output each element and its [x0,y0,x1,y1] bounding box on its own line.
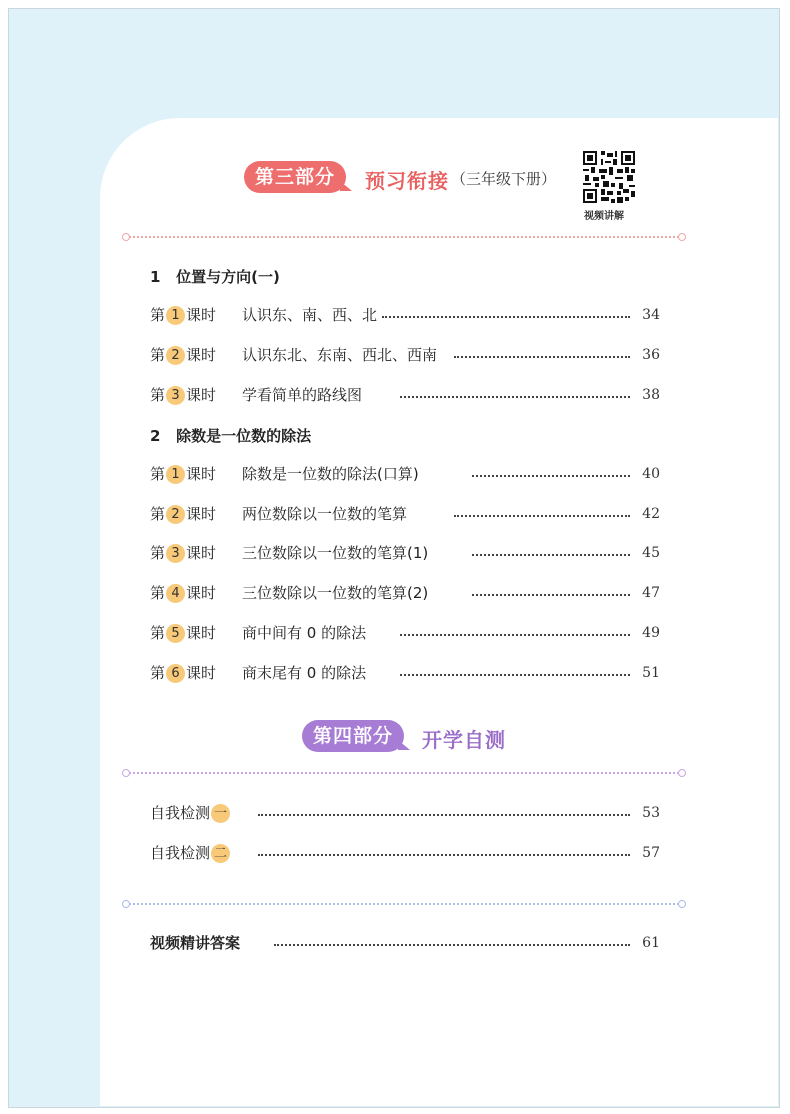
page-number: 61 [642,935,660,951]
lesson-number-badge: 1 [166,465,185,484]
lesson-prefix: 第 3 课时 [150,544,217,562]
dot-leader [258,814,630,816]
lesson-number-badge: 6 [166,664,185,683]
lesson-number-badge: 2 [166,346,185,365]
test-number-badge: 一 [211,804,230,823]
toc-entry[interactable] [150,582,660,604]
chapter-number: 1 [150,268,161,286]
dot-leader [472,554,630,556]
dot-leader [400,396,630,398]
dot-leader [274,944,630,946]
part3-tag: 第三部分 [244,161,346,193]
lesson-title: 商中间有 0 的除法 [242,624,367,642]
lesson-title: 两位数除以一位数的笔算 [242,505,408,523]
dot-leader [258,854,630,856]
toc-entry[interactable] [150,463,660,485]
dot-leader [400,634,630,636]
lesson-prefix: 第 3 课时 [150,386,217,404]
toc-entry[interactable] [150,662,660,684]
lesson-prefix: 第 1 课时 [150,465,217,483]
page-number: 49 [642,625,660,641]
toc-entry[interactable] [150,622,660,644]
toc-entry[interactable] [150,842,660,864]
lesson-title: 三位数除以一位数的笔算(1) [242,544,429,562]
chapter-title: 位置与方向(一) [176,268,280,286]
toc-entry[interactable] [150,384,660,406]
page-number: 36 [642,347,660,363]
toc-entry[interactable] [150,542,660,564]
lesson-prefix: 第 2 课时 [150,346,217,364]
toc-entry-answers[interactable] [150,932,660,954]
lesson-prefix: 第 1 课时 [150,306,217,324]
page-number: 51 [642,665,660,681]
dot-leader [472,594,630,596]
chapter-heading [150,266,280,287]
toc-entry[interactable] [150,304,660,326]
part4-title: 开学自测 [422,728,506,752]
lesson-prefix: 第 4 课时 [150,584,217,602]
page-number: 57 [642,845,660,861]
dot-leader [454,515,630,517]
page-number: 38 [642,387,660,403]
page-number: 42 [642,506,660,522]
dot-leader [472,475,630,477]
dot-leader [382,316,630,318]
part3-title: 预习衔接 [365,169,449,193]
lesson-title: 认识东北、东南、西北、西南 [242,346,438,364]
answers-divider [126,903,682,905]
qr-caption: 视频讲解 [584,211,624,222]
toc-entry[interactable] [150,344,660,366]
lesson-prefix: 第 6 课时 [150,664,217,682]
part3-subtitle: （三年级下册） [451,170,557,188]
lesson-number-badge: 5 [166,624,185,643]
part4-divider [126,772,682,774]
page-number: 40 [642,466,660,482]
page-number: 34 [642,307,660,323]
lesson-number-badge: 3 [166,544,185,563]
lesson-title: 学看简单的路线图 [242,386,363,404]
lesson-number-badge: 1 [166,306,185,325]
lesson-number-badge: 4 [166,584,185,603]
test-number-badge: 二 [211,844,230,863]
page-number: 45 [642,545,660,561]
part4-tag: 第四部分 [302,720,404,752]
page-number: 47 [642,585,660,601]
dot-leader [400,674,630,676]
lesson-prefix: 第 5 课时 [150,624,217,642]
chapter-title: 除数是一位数的除法 [176,427,312,445]
chapter-number: 2 [150,427,161,445]
lesson-prefix: 第 2 课时 [150,505,217,523]
lesson-title: 除数是一位数的除法(口算) [242,465,419,483]
lesson-title: 认识东、南、西、北 [242,306,378,324]
lesson-number-badge: 2 [166,505,185,524]
test-label: 自我检测 一 [150,802,231,824]
dot-leader [454,356,630,358]
test-label: 自我检测 二 [150,842,231,864]
lesson-number-badge: 3 [166,386,185,405]
lesson-title: 商末尾有 0 的除法 [242,664,367,682]
toc-entry[interactable] [150,503,660,525]
lesson-title: 三位数除以一位数的笔算(2) [242,584,429,602]
page-number: 53 [642,805,660,821]
part3-divider [126,236,682,238]
chapter-heading [150,425,311,446]
answers-label: 视频精讲答案 [150,934,241,952]
toc-entry[interactable] [150,802,660,824]
qr-code-icon[interactable] [581,149,637,205]
